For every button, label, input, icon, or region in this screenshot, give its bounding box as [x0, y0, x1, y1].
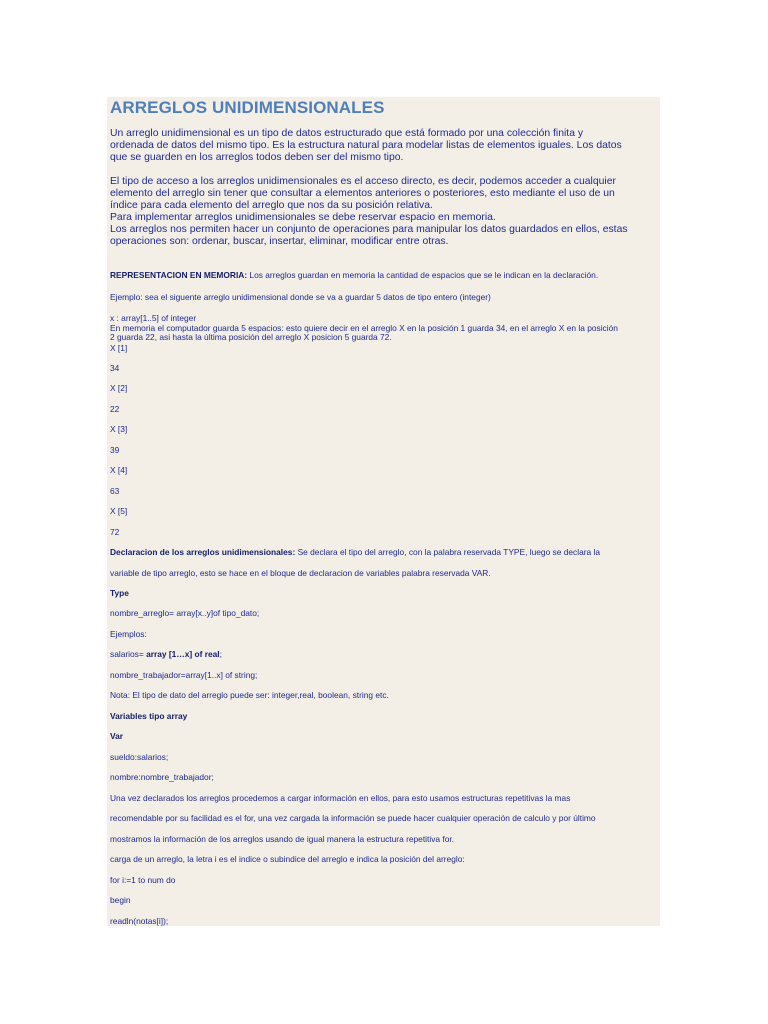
access-line: Para implementar arreglos unidimensionales se debe reservar espacio en memoria.	[110, 212, 496, 223]
representation-label: REPRESENTACION EN MEMORIA:	[110, 270, 248, 280]
cell-value: 34	[110, 363, 120, 373]
salarios-line	[110, 649, 658, 659]
var-keyword-text: Var	[110, 731, 124, 741]
cell-index: X [2]	[110, 383, 128, 393]
code-for: for i:=1 to num do	[110, 875, 176, 885]
declaracion-paragraph	[110, 547, 658, 557]
access-line: elemento del arreglo sin tener que consultar a elementos anteriores o posteriores, esto mediante el uso de un	[110, 188, 615, 199]
intro-line: Un arreglo unidimensional es un tipo de datos estructurado que está formado por una colección finita y	[110, 128, 584, 139]
carga-line: carga de un arreglo, la letra i es el indice o subindice del arreglo e indica la posición del arreglo:	[110, 854, 465, 864]
access-line: operaciones son: ordenar, buscar, insertar, eliminar, modificar entre otras.	[110, 236, 449, 247]
cell-index: X [4]	[110, 465, 128, 475]
carga-line: recomendable por su facilidad es el for, una vez cargada la información se puede hacer cualquier operación de calculo y por último	[110, 813, 596, 823]
nombre-line: nombre:nombre_trabajador;	[110, 772, 214, 782]
carga-line: mostramos la información de los arreglos usando de igual manera la estructura repetitiva for.	[110, 834, 455, 844]
cell-index: X [3]	[110, 424, 128, 434]
carga-line: Una vez declarados los arreglos procedemos a cargar información en ellos, para esto usamos estructuras repetitivas la mas	[110, 793, 571, 803]
intro-line: que se guarden en los arreglos todos deben ser del mismo tipo.	[110, 152, 404, 163]
salarios-suffix: ;	[219, 649, 222, 659]
intro-line: ordenada de datos del mismo tipo. Es la estructura natural para modelar listas de elementos iguales. Los datos	[110, 140, 622, 151]
var-keyword	[110, 731, 658, 741]
ejemplos-label: Ejemplos:	[110, 629, 147, 639]
code-begin: begin	[110, 895, 131, 905]
page-title: ARREGLOS UNIDIMENSIONALES	[110, 98, 385, 117]
cell-index: X [1]	[110, 343, 128, 353]
salarios-type: array [1…x] of real	[146, 649, 220, 659]
type-keyword	[110, 588, 658, 598]
cell-value: 72	[110, 527, 120, 537]
variables-heading	[110, 711, 658, 721]
variables-heading-text: Variables tipo array	[110, 711, 188, 721]
memory-line: En memoria el computador guarda 5 espacios: esto quiere decir en el arreglo X en la posición 1 guarda 34, en el arreglo X en la posición	[110, 322, 618, 333]
access-line: índice para cada elemento del arreglo que nos da su posición relativa.	[110, 200, 433, 211]
nota-line: Nota: El tipo de dato del arreglo puede ser: integer,real, boolean, string etc.	[110, 690, 389, 700]
access-line: El tipo de acceso a los arreglos unidimensionales es el acceso directo, es decir, podemos acceder a cualquier	[110, 176, 616, 187]
example-line: Ejemplo: sea el siguente arreglo unidimensional donde se va a guardar 5 datos de tipo entero (integer)	[110, 292, 491, 302]
nombre-trabajador-line: nombre_trabajador=array[1..x] of string;	[110, 670, 258, 680]
representation-text: Los arreglos guardan en memoria la cantidad de espacios que se le indican en la declaración.	[247, 270, 599, 280]
access-line: Los arreglos nos permiten hacer un conjunto de operaciones para manipular los datos guardados en ellos, estas	[110, 224, 628, 235]
cell-value: 22	[110, 404, 120, 414]
document-page	[107, 97, 660, 926]
code-readln: readln(notas[i]);	[110, 916, 169, 926]
memory-line: 2 guarda 22, asi hasta la última posición del arreglo X posicion 5 guarda 72.	[110, 332, 392, 343]
access-paragraph	[110, 176, 657, 248]
intro-paragraph	[110, 128, 657, 164]
representation-paragraph	[110, 270, 658, 280]
sueldo-line: sueldo:salarios;	[110, 752, 169, 762]
cell-value: 63	[110, 486, 120, 496]
cell-index: X [5]	[110, 506, 128, 516]
type-syntax: nombre_arreglo= array[x..y]of tipo_dato;	[110, 608, 260, 618]
salarios-prefix: salarios=	[110, 649, 147, 659]
declaration-line: x : array[1..5] of integer	[110, 313, 197, 323]
declaracion-line: variable de tipo arreglo, esto se hace en el bloque de declaracion de variables palabra reservada VAR.	[110, 568, 491, 578]
type-keyword-text: Type	[110, 588, 129, 598]
declaracion-text: Se declara el tipo del arreglo, con la palabra reservada TYPE, luego se declara la	[295, 547, 601, 557]
cell-value: 39	[110, 445, 120, 455]
declaracion-label: Declaracion de los arreglos unidimensionales:	[110, 547, 296, 557]
memory-paragraph	[110, 314, 658, 343]
